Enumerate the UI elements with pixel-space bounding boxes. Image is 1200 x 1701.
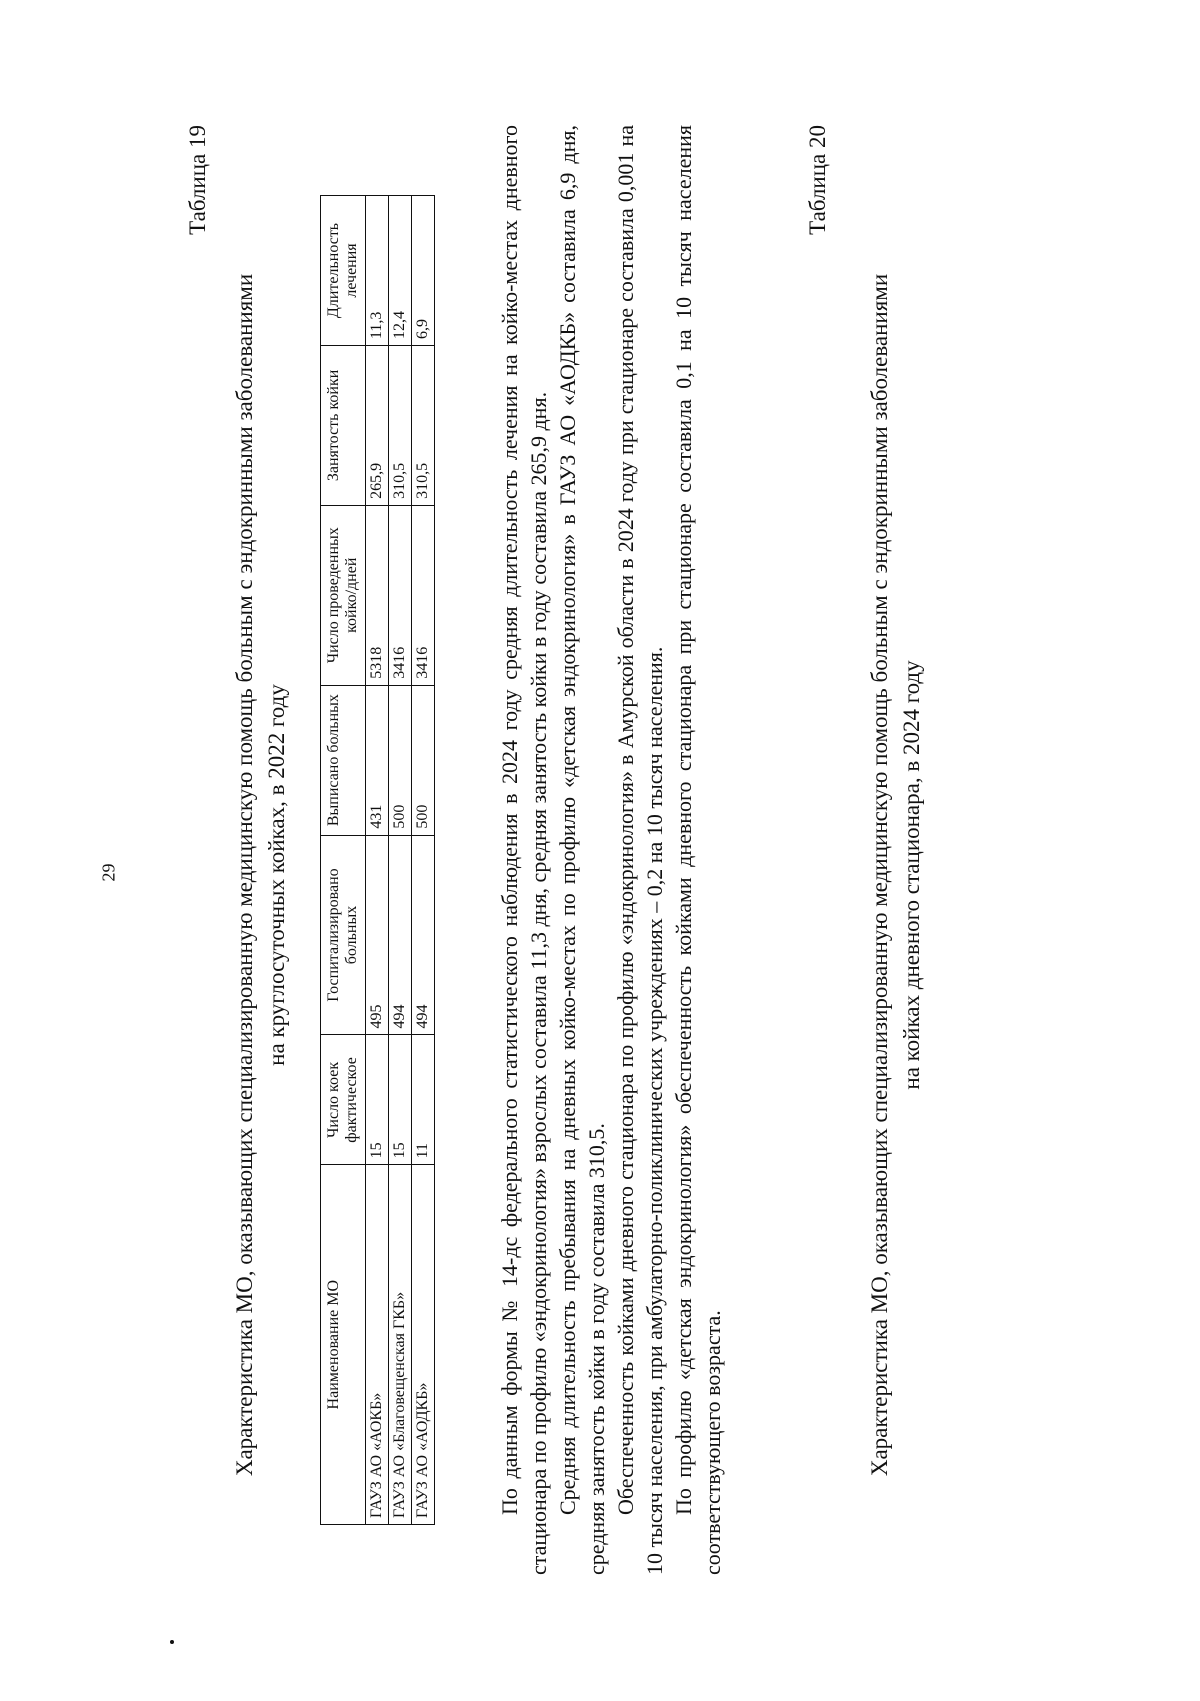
table-header-cell: Число проведенных койко/дней	[321, 505, 366, 685]
table-header-cell: Занятость койки	[321, 345, 366, 505]
table-header-cell: Длительность лечения	[321, 196, 366, 346]
table-cell: 3416	[389, 505, 412, 685]
table-cell: 494	[389, 835, 412, 1035]
table-row	[366, 196, 389, 1525]
table-cell: 310,5	[389, 345, 412, 505]
table20-title-line1: Характеристика МО, оказывающих специализированную медицинскую помощь больным с эндокринными заболеваниями	[867, 273, 892, 1477]
body-text	[495, 125, 727, 1575]
table-cell: 15	[389, 1035, 412, 1165]
table-cell: 265,9	[366, 345, 389, 505]
table19	[320, 195, 435, 1525]
page-number: 29	[98, 863, 119, 882]
table-row	[412, 196, 435, 1525]
table-cell: 15	[366, 1035, 389, 1165]
scan-dot	[170, 1640, 174, 1644]
table-cell: 12,4	[389, 196, 412, 346]
table-cell: 6,9	[412, 196, 435, 346]
table-cell: 500	[389, 685, 412, 835]
table-header-cell: Наименование МО	[321, 1165, 366, 1525]
table20-label: Таблица 20	[805, 125, 830, 235]
table-cell: ГАУЗ АО «АОКБ»	[366, 1165, 389, 1525]
paragraph: По профилю «детская эндокринология» обеспеченность койками дневного стационара при стационаре составила 0,1 на 10 тысяч населения соответствующего возраста.	[671, 125, 725, 1575]
table-cell: 11,3	[366, 196, 389, 346]
table-cell: 11	[412, 1035, 435, 1165]
table-cell: 5318	[366, 505, 389, 685]
table19-header-row	[321, 196, 366, 1525]
table-cell: 500	[412, 685, 435, 835]
table-cell: 310,5	[412, 345, 435, 505]
table-header-cell: Число коек фактическое	[321, 1035, 366, 1165]
table-cell: 495	[366, 835, 389, 1035]
table-cell: ГАУЗ АО «Благовещенская ГКБ»	[389, 1165, 412, 1525]
paragraph: Средняя длительность пребывания на дневных койко-местах по профилю «детская эндокринология» в ГАУЗ АО «АОДКБ» составила 6,9 дня, средняя занятость койки в году составила 310,5.	[555, 125, 609, 1575]
table-cell: ГАУЗ АО «АОДКБ»	[412, 1165, 435, 1525]
table19-label: Таблица 19	[185, 125, 210, 235]
table-row	[389, 196, 412, 1525]
paragraph: Обеспеченность койками дневного стационара по профилю «эндокринология» в Амурской области в 2024 году при стационаре составила 0,001 на 10 тысяч населения, при амбулаторно-поликлинических учреждениях – 0,2 на 10 тысяч населения.	[613, 125, 667, 1575]
table20-title-line2: на койках дневного стационара, в 2024 году	[899, 660, 924, 1090]
paragraph: По данным формы № 14-дс федерального статистического наблюдения в 2024 году средняя длительность лечения на койко-местах дневного стационара по профилю «эндокринология» взрослых составила 11,3 дня, средняя занятость койки в году составила 265,9 дня.	[497, 125, 551, 1575]
table-header-cell: Выписано больных	[321, 685, 366, 835]
rotated-page-content	[165, 85, 945, 1615]
table-cell: 3416	[412, 505, 435, 685]
table-header-cell: Госпитализировано больных	[321, 835, 366, 1035]
table-cell: 494	[412, 835, 435, 1035]
table19-title-line2: на круглосуточных койках, в 2022 году	[264, 684, 289, 1066]
table-cell: 431	[366, 685, 389, 835]
table19-title-line1: Характеристика МО, оказывающих специализированную медицинскую помощь больным с эндокринными заболеваниями	[232, 273, 257, 1477]
